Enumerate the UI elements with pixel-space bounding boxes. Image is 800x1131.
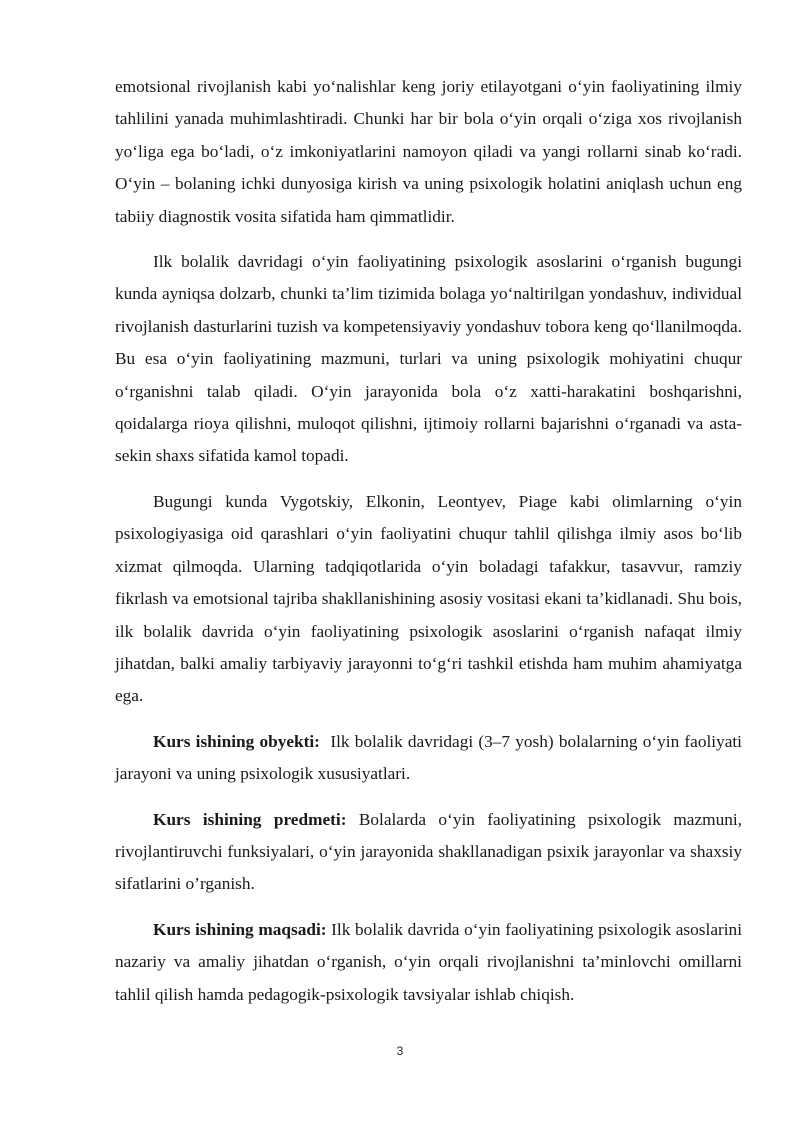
document-page	[115, 71, 747, 1024]
paragraph-continuation: emotsional rivojlanish kabi yo‘nalishlar keng joriy etilayotgani o‘yin faoliyatining ilmiy tahlilini yanada muhimlashtiradi. Chunki har bir bola o‘yin orqali o‘ziga xos rivojlanish yo‘liga ega bo‘ladi, o‘z imkoniyatlarini namoyon qiladi va yangi rollarni sinab ko‘radi. O‘yin – bolaning ichki dunyosiga kirish va uning psixologik holatini aniqlash uchun eng tabiiy diagnostik vosita sifatida ham qimmatlidir.	[115, 77, 742, 226]
section-maqsadi	[115, 914, 747, 1011]
section-predmeti-text: Bolalarda o‘yin faoliyatining psixologik mazmuni, rivojlantiruvchi funksiyalari, o‘yin jarayonida shakllanadigan psixik jarayonlar va shaxsiy sifatlarini o’rganish.	[115, 809, 747, 894]
section-predmeti	[115, 804, 747, 901]
section-maqsadi-text: Ilk bolalik davrida o‘yin faoliyatining psixologik asoslarini nazariy va amaliy jihatdan o‘rganish, o‘yin orqali rivojlanishni ta’minlovchi omillarni tahlil qilish hamda pedagogik-psixologik tavsiyalar ishlab chiqish.	[115, 919, 747, 1004]
page-number: 3	[396, 1044, 404, 1058]
section-obyekti-label: Kurs ishining obyekti:	[153, 731, 320, 751]
paragraph-scholars: Bugungi kunda Vygotskiy, Elkonin, Leontyev, Piage kabi olimlarning o‘yin psixologiyasiga oid qarashlari o‘yin faoliyatini chuqur tahlil qilishga ilmiy asos bo‘lib xizmat qilmoqda. Ularning tadqiqotlarida o‘yin boladagi tafakkur, tasavvur, ramziy fikrlash va emotsional tajriba shakllanishining asosiy vositasi ekani ta’kidlanadi. Shu bois, ilk bolalik davrida o‘yin faoliyatining psixologik asoslarini o‘rganish nafaqat ilmiy jihatdan, balki amaliy tarbiyaviy jarayonni to‘g‘ri tashkil etishda ham muhim ahamiyatga ega.	[115, 491, 742, 706]
section-obyekti	[115, 726, 747, 791]
paragraph-relevance: Ilk bolalik davridagi o‘yin faoliyatining psixologik asoslarini o‘rganish bugungi kunda ayniqsa dolzarb, chunki ta’lim tizimida bolaga yo‘naltirilgan yondashuv, individual rivojlanish dasturlarini tuzish va kompetensiyaviy yondashuv tobora keng qo‘llanilmoqda. Bu esa o‘yin faoliyatining mazmuni, turlari va uning psixologik mohiyatini chuqur o‘rganishni talab qiladi. O‘yin jarayonida bola o‘z xatti-harakatini boshqarishni, qoidalarga rioya qilishni, muloqot qilishni, ijtimoiy rollarni bajarishni o‘rganadi va asta-sekin shaxs sifatida kamol topadi.	[115, 252, 742, 466]
section-maqsadi-label: Kurs ishining maqsadi:	[153, 919, 327, 939]
section-obyekti-text: Ilk bolalik davridagi (3–7 yosh) bolalarning o‘yin faoliyati jarayoni va uning psixologik xususiyatlari.	[115, 731, 747, 784]
section-predmeti-label: Kurs ishining predmeti:	[153, 809, 347, 829]
